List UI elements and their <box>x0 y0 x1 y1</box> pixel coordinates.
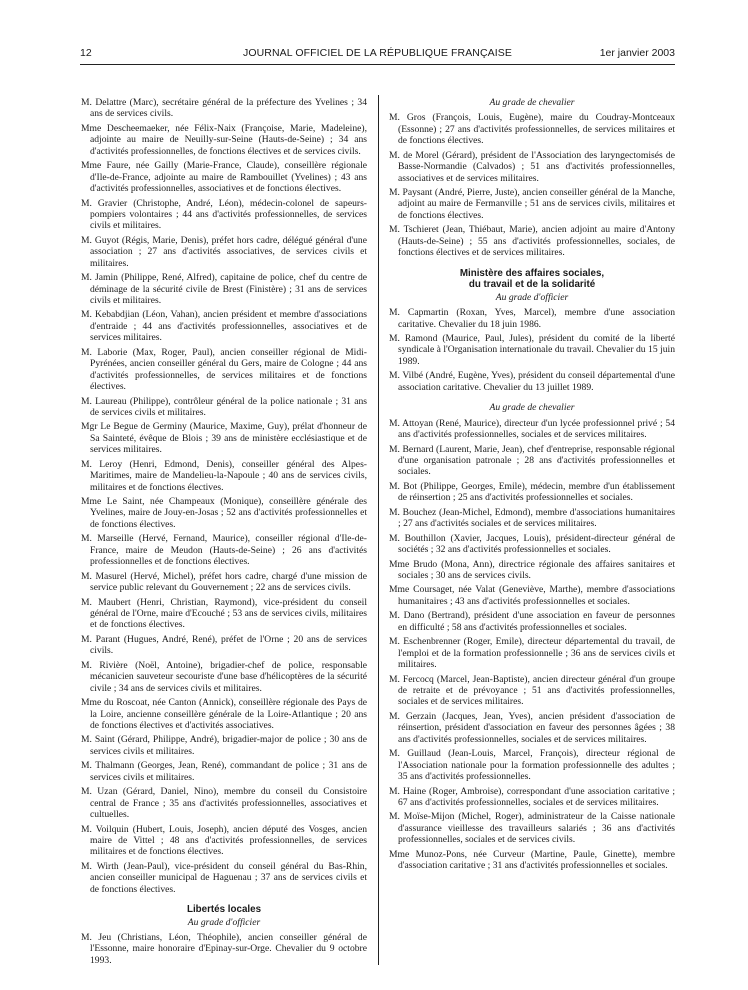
decoration-entry: M. Guillaud (Jean-Louis, Marcel, François), directeur régional de l'Association nationale pour la formation professionnelle des adultes ; 35 ans d'activités professionnelles. <box>389 748 675 782</box>
decoration-entry: M. Delattre (Marc), secrétaire général de la préfecture des Yvelines ; 34 ans de services civils. <box>81 97 367 120</box>
journal-title: JOURNAL OFFICIEL DE LA RÉPUBLIQUE FRANÇAISE <box>243 47 512 59</box>
right-column <box>389 97 675 875</box>
decoration-entry: M. Paysant (André, Pierre, Juste), ancien conseiller général de la Manche, adjoint au maire de Fermanville ; 51 ans de services civils, militaires et de fonctions électives. <box>389 187 675 221</box>
decoration-entry: M. Bot (Philippe, Georges, Emile), médecin, membre d'un établissement de réinsertion ; 25 ans d'activités professionnelles et sociales. <box>389 480 675 504</box>
decoration-entry: M. Parant (Hugues, André, René), préfet de l'Orne ; 20 ans de services civils. <box>81 633 367 657</box>
decoration-entry: M. Wirth (Jean-Paul), vice-président du conseil général du Bas-Rhin, ancien conseiller municipal de Haguenau ; 37 ans de services civils et de fonctions électives. <box>81 860 367 895</box>
decoration-entry: M. Bernard (Laurent, Marie, Jean), chef d'entreprise, responsable régional d'une organisation patronale ; 28 ans d'activités professionnelles et sociales. <box>389 443 675 478</box>
decoration-entry: M. Capmartin (Roxan, Yves, Marcel), membre d'une association caritative. Chevalier du 18 juin 1986. <box>389 307 675 330</box>
decoration-entry: M. Vilbé (André, Eugène, Yves), président du conseil départemental d'une association caritative. Chevalier du 13 juillet 1989. <box>389 370 675 393</box>
knight-entries <box>389 418 675 872</box>
grade-officier-heading: Au grade d'officier <box>187 916 261 928</box>
page-number: 12 <box>80 47 92 59</box>
decoration-entry: M. Rivière (Noël, Antoine), brigadier-chef de police, responsable mécanicien sauveteur secouriste d'une base d'hélicoptères de la sécurité civile ; 34 ans de services civils et militaires. <box>81 659 367 694</box>
decoration-entry: Mme Munoz-Pons, née Curveur (Martine, Paule, Ginette), membre d'association caritative ; 31 ans d'activités professionnelles et sociales. <box>389 848 675 872</box>
decoration-entry: Mgr Le Begue de Germiny (Maurice, Maxime, Guy), prélat d'honneur de Sa Sainteté, évêque de Blois ; 39 ans de ministère ecclésiastique et de services militaires. <box>81 421 367 456</box>
grade-chevalier-heading: Au grade de chevalier <box>489 97 575 108</box>
decoration-entry: M. Laureau (Philippe), contrôleur général de la police nationale ; 31 ans de services civils et militaires. <box>81 395 367 418</box>
decoration-entry: Mme Brudo (Mona, Ann), directrice régionale des affaires sanitaires et sociales ; 30 ans de services civils. <box>389 558 675 581</box>
decoration-entry: M. Dano (Bertrand), président d'une association en faveur de personnes en difficulté ; 58 ans d'activités professionnelles et sociales. <box>389 610 675 633</box>
decoration-entry: M. Voilquin (Hubert, Louis, Joseph), ancien député des Vosges, ancien maire de Vittel ; 48 ans d'activités professionnelles, de services militaires et de fonctions électives. <box>81 823 367 858</box>
grade-officier-heading: Au grade d'officier <box>495 291 569 303</box>
decoration-entry: M. Maubert (Henri, Christian, Raymond), vice-président du conseil général de l'Orne, maire d'Ecouché ; 53 ans de services civils, militaires et de fonctions électives. <box>81 596 367 631</box>
decoration-entry: M. Bouthillon (Xavier, Jacques, Louis), président-directeur général de sociétés ; 32 ans d'activités professionnelles et sociales. <box>389 532 675 556</box>
left-column <box>81 97 367 969</box>
ministry-title-line2: du travail et de la solidarité <box>468 279 596 291</box>
decoration-entry: M. Saint (Gérard, Philippe, André), brigadier-major de police ; 30 ans de services civils et militaires. <box>81 734 367 757</box>
decoration-entry: M. Haine (Roger, Ambroise), correspondant d'une association caritative ; 67 ans d'activités professionnelles, sociales et de services militaires. <box>389 785 675 808</box>
decoration-entry: M. Thalmann (Georges, Jean, René), commandant de police ; 31 ans de services civils et militaires. <box>81 760 367 783</box>
decoration-entry: M. Moïse-Mijon (Michel, Roger), administrateur de la Caisse nationale d'assurance vieillesse des travailleurs salariés ; 36 ans d'activités professionnelles, sociales et de services civils. <box>389 811 675 846</box>
decoration-entry: M. Tschieret (Jean, Thiébaut, Marie), ancien adjoint au maire d'Antony (Hauts-de-Seine) ; 55 ans d'activités professionnelles, sociales, de fonctions électives et de services militaires. <box>389 224 675 259</box>
decoration-entry: M. Marseille (Hervé, Fernand, Maurice), conseiller régional d'Ile-de-France, maire de Meudon (Hauts-de-Seine) ; 26 ans d'activités professionnelles et de fonctions électives. <box>81 533 367 568</box>
decoration-entry: M. Gros (François, Louis, Eugène), maire du Coudray-Montceaux (Essonne) ; 27 ans d'activités professionnelles, de services militaires et de fonctions électives. <box>389 112 675 147</box>
decoration-entry: Mme du Roscoat, née Canton (Annick), conseillère régionale des Pays de la Loire, ancienne conseillère générale de la Loire-Atlantique ; 20 ans de fonctions électives et d'activités associatives. <box>81 697 367 731</box>
decoration-entry: M. Gravier (Christophe, André, Léon), médecin-colonel de sapeurs-pompiers volontaires ; 44 ans d'activités professionnelles, de services civils et militaires. <box>81 197 367 232</box>
decoration-entry: M. Eschenbrenner (Roger, Emile), directeur départemental du travail, de l'emploi et de la formation professionnelle ; 36 ans de services civils et militaires. <box>389 636 675 671</box>
decoration-entry: M. Leroy (Henri, Edmond, Denis), conseiller général des Alpes-Maritimes, maire de Mandelieu-la-Napoule ; 40 ans de services civils, militaires et de fonctions électives. <box>81 458 367 493</box>
decoration-entry: M. Laborie (Max, Roger, Paul), ancien conseiller régional de Midi-Pyrénées, ancien conseiller général du Gers, maire de Cologne ; 44 ans d'activités professionnelles, de services militaires et de fonctions électives. <box>81 346 367 392</box>
decoration-entry: M. de Morel (Gérard), président de l'Association des laryngectomisés de Basse-Normandie (Calvados) ; 51 ans d'activités professionnelles, associatives et de services militaires. <box>389 149 675 184</box>
section-title-libertes-locales: Libertés locales <box>186 904 262 916</box>
left-section-entries <box>81 932 367 966</box>
officer-entries <box>389 307 675 393</box>
decoration-entry: Mme Coursaget, née Valat (Geneviève, Marthe), membre d'associations humanitaires ; 43 ans d'activités professionnelles et sociales. <box>389 584 675 607</box>
issue-date: 1er janvier 2003 <box>599 47 675 59</box>
left-entries <box>81 97 367 895</box>
decoration-entry: M. Uzan (Gérard, Daniel, Nino), membre du conseil du Consistoire central de France ; 35 ans d'activités professionnelles, associatives et cultuelles. <box>81 786 367 821</box>
decoration-entry: M. Gerzain (Jacques, Jean, Yves), ancien président d'association de réinsertion, président d'association en faveur des personnes âgées ; 38 ans d'activités professionnelles, sociales et de services militaires. <box>389 710 675 745</box>
page-header <box>80 47 675 63</box>
ministry-title-line1: Ministère des affaires sociales, <box>459 267 605 279</box>
right-entries <box>389 112 675 258</box>
decoration-entry: Mme Le Saint, née Champeaux (Monique), conseillère générale des Yvelines, maire de Jouy-en-Josas ; 52 ans d'activités professionnelles et de fonctions électives. <box>81 496 367 530</box>
decoration-entry: M. Attoyan (René, Maurice), directeur d'un lycée professionnel privé ; 54 ans d'activités professionnelles, sociales et de services militaires. <box>389 417 675 440</box>
decoration-entry: M. Jeu (Christians, Léon, Théophile), ancien conseiller général de l'Essonne, maire honoraire d'Epinay-sur-Orge. Chevalier du 9 octobre 1993. <box>81 932 367 966</box>
decoration-entry: M. Fercocq (Marcel, Jean-Baptiste), ancien directeur général d'un groupe de retraite et de prévoyance ; 51 ans d'activités professionnelles, sociales et de services militaires. <box>389 673 675 708</box>
decoration-entry: M. Bouchez (Jean-Michel, Edmond), membre d'associations humanitaires ; 27 ans d'activités sociales et de services militaires. <box>389 506 675 530</box>
grade-chevalier-heading: Au grade de chevalier <box>489 402 575 414</box>
decoration-entry: M. Masurel (Hervé, Michel), préfet hors cadre, chargé d'une mission de service public relevant du Gouvernement ; 22 ans de services civils. <box>81 570 367 594</box>
decoration-entry: M. Kebabdjian (Léon, Vahan), ancien président et membre d'associations d'entraide ; 44 ans d'activités professionnelles, associatives et de services militaires. <box>81 309 367 344</box>
decoration-entry: M. Ramond (Maurice, Paul, Jules), président du comité de la liberté syndicale à l'Organisation internationale du travail. Chevalier du 15 juin 1989. <box>389 333 675 367</box>
header-rule <box>80 64 675 65</box>
decoration-entry: Mme Descheemaeker, née Félix-Naix (Françoise, Marie, Madeleine), adjointe au maire de Neuilly-sur-Seine (Hauts-de-Seine) ; 34 ans d'activités professionnelles, de fonctions électives et de services civils. <box>81 122 367 157</box>
decoration-entry: M. Jamin (Philippe, René, Alfred), capitaine de police, chef du centre de déminage de la sécurité civile de Brest (Finistère) ; 31 ans de services civils et militaires. <box>81 272 367 306</box>
decoration-entry: M. Guyot (Régis, Marie, Denis), préfet hors cadre, délégué général d'une association ; 27 ans d'activités associatives, de services civils et militaires. <box>81 234 367 269</box>
decoration-entry: Mme Faure, née Gailly (Marie-France, Claude), conseillère régionale d'Ile-de-France, adjointe au maire de Rambouillet (Yvelines) ; 43 ans d'activités professionnelles, associatives et de fonctions électives. <box>81 160 367 195</box>
column-divider <box>378 95 379 965</box>
